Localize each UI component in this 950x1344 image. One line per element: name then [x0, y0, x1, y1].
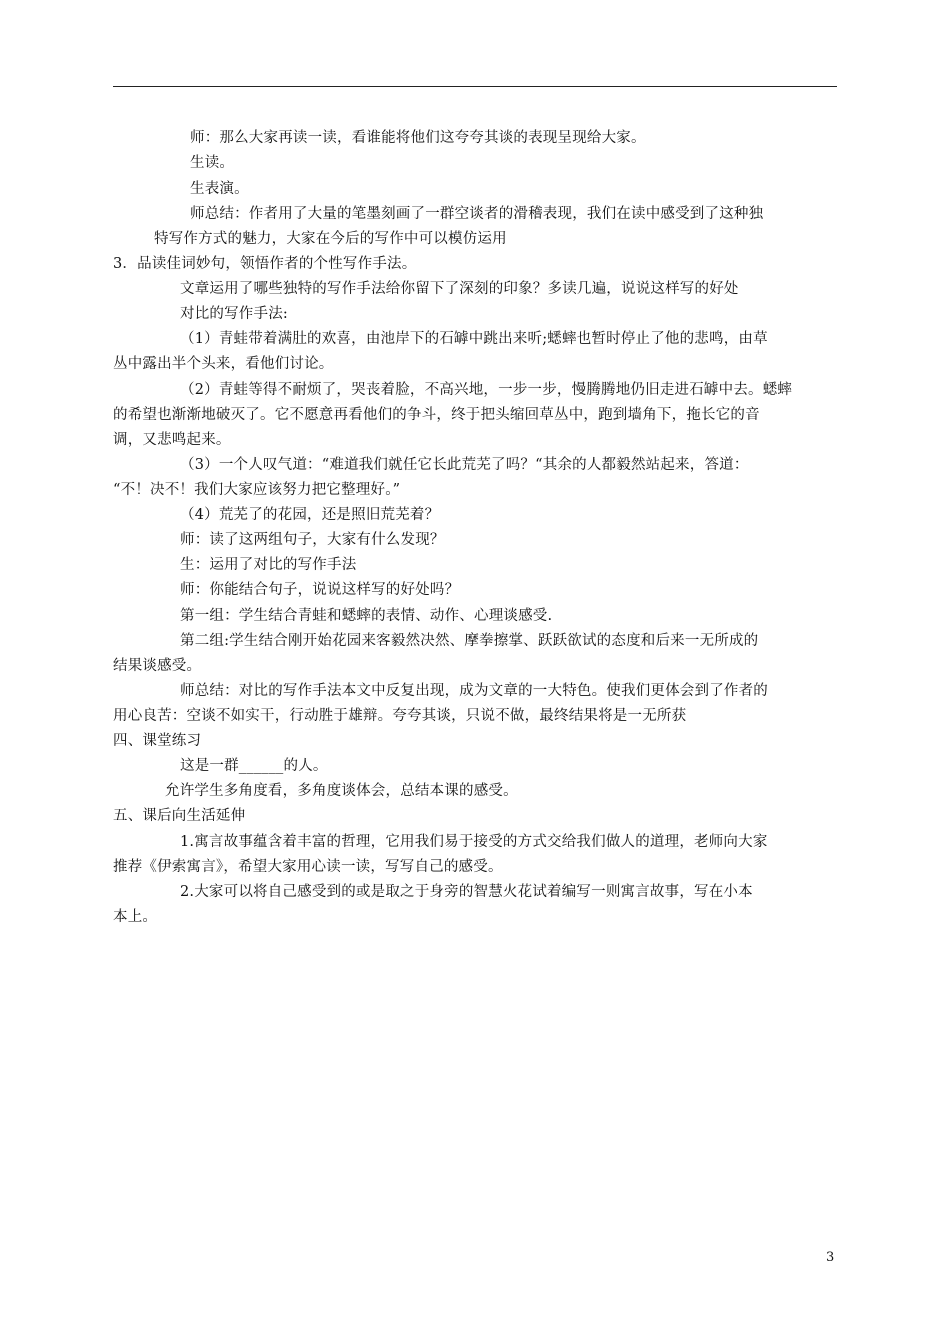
- text-line: 师总结：对比的写作手法本文中反复出现，成为文章的一大特色。使我们更体会到了作者的: [180, 683, 768, 699]
- text-line: 对比的写作手法:: [180, 306, 288, 322]
- section-heading: 3．品读佳词妙句，领悟作者的个性写作手法。: [113, 256, 417, 272]
- text-line: 文章运用了哪些独特的写作手法给你留下了深刻的印象？多读几遍，说说这样写的好处: [180, 281, 739, 297]
- text-line: 本上。: [113, 909, 158, 925]
- text-line: （4）荒芜了的花园，还是照旧荒芜着？: [180, 507, 440, 523]
- text-line: 用心良苦：空谈不如实干，行动胜于雄辩。夸夸其谈，只说不做，最终结果将是一无所获: [113, 708, 687, 724]
- text-line: 第二组:学生结合刚开始花园来客毅然决然、摩拳擦掌、跃跃欲试的态度和后来一无所成的: [180, 633, 759, 649]
- text-line: 这是一群______的人。: [180, 758, 328, 774]
- text-line: 特写作方式的魅力，大家在今后的写作中可以模仿运用: [154, 231, 507, 247]
- text-line: 生：运用了对比的写作手法: [180, 557, 357, 573]
- text-line: （3）一个人叹气道：“难道我们就任它长此荒芜了吗？“其余的人都毅然站起来，答道：: [180, 457, 749, 473]
- text-line: 第一组：学生结合青蛙和蟋蟀的表情、动作、心理谈感受.: [180, 608, 553, 624]
- text-line: 调，又悲鸣起来。: [113, 432, 231, 448]
- text-line: 允许学生多角度看，多角度谈体会，总结本课的感受。: [165, 783, 518, 799]
- page-number: 3: [826, 1250, 835, 1265]
- text-line: 生读。: [190, 155, 235, 171]
- section-heading: 四、课堂练习: [113, 733, 202, 749]
- text-line: 1.寓言故事蕴含着丰富的哲理，它用我们易于接受的方式交给我们做人的道理，老师向大家: [180, 834, 768, 850]
- text-line: 结果谈感受。: [113, 658, 202, 674]
- text-line: “不！决不！我们大家应该努力把它整理好。”: [113, 482, 401, 498]
- text-line: （1）青蛙带着满肚的欢喜，由池岸下的石罅中跳出来听;蟋蟀也暂时停止了他的悲鸣，由草: [180, 331, 768, 347]
- text-line: 师总结：作者用了大量的笔墨刻画了一群空谈者的滑稽表现，我们在读中感受到了这种独: [190, 206, 764, 222]
- text-line: 师：那么大家再读一读，看谁能将他们这夸夸其谈的表现呈现给大家。: [190, 130, 646, 146]
- text-line: （2）青蛙等得不耐烦了，哭丧着脸，不高兴地，一步一步，慢腾腾地仍旧走进石罅中去。蟋蟀: [180, 382, 793, 398]
- text-line: 生表演。: [190, 181, 249, 197]
- text-line: 丛中露出半个头来，看他们讨论。: [113, 356, 334, 372]
- text-line: 的希望也渐渐地破灭了。它不愿意再看他们的争斗，终于把头缩回草丛中，跑到墙角下，拖长它的音: [113, 407, 760, 423]
- header-rule: [113, 86, 837, 87]
- text-line: 2.大家可以将自己感受到的或是取之于身旁的智慧火花试着编写一则寓言故事，写在小本: [180, 884, 753, 900]
- text-line: 推荐《伊索寓言》，希望大家用心读一读，写写自己的感受。: [113, 859, 503, 875]
- section-heading: 五、课后向生活延伸: [113, 808, 246, 824]
- text-line: 师：读了这两组句子，大家有什么发现？: [180, 532, 445, 548]
- text-line: 师：你能结合句子，说说这样写的好处吗？: [180, 582, 460, 598]
